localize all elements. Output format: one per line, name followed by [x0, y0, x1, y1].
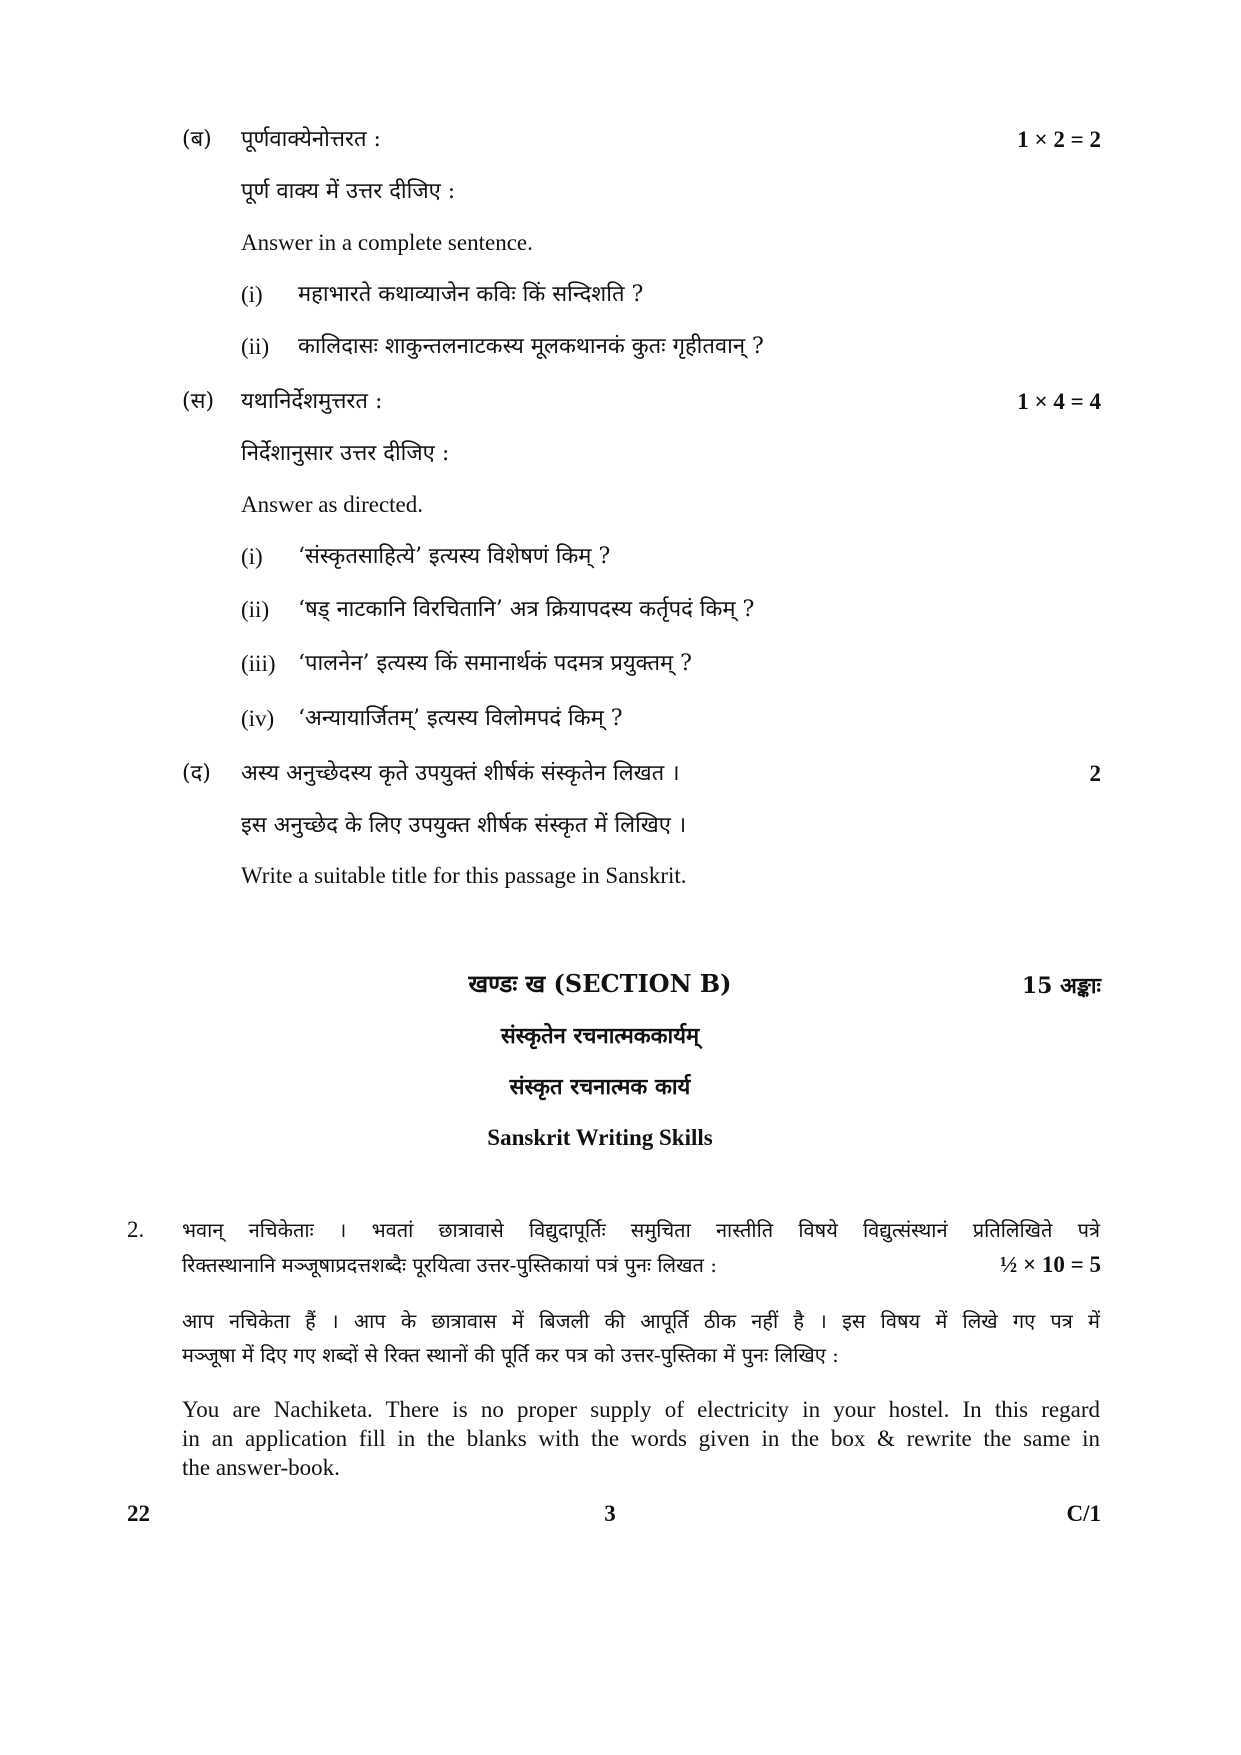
- part-c-q2-text: ‘षड् नाटकानि विरचितानि’ अत्र क्रियापदस्य कर्तृपदं किम् ?: [298, 597, 755, 622]
- part-d-instruction-sanskrit: अस्य अनुच्छेदस्य कृते उपयुक्तं शीर्षकं संस्कृतेन लिखत ।: [241, 761, 680, 786]
- question-2-hindi-line-1: आप नचिकेता हैं । आप के छात्रावास में बिजली की आपूर्ति ठीक नहीं है । इस विषय में लिखे गए पत्र में: [182, 1309, 1100, 1333]
- part-c-q4-text: ‘अन्यायार्जितम्’ इत्यस्य विलोमपदं किम् ?: [298, 706, 623, 731]
- part-c-q1-number: (i): [241, 544, 263, 569]
- part-b-instruction-hindi: पूर्ण वाक्य में उत्तर दीजिए :: [241, 179, 456, 204]
- part-c-q4-number: (iv): [241, 706, 275, 731]
- question-2-english-line-2: in an application fill in the blanks with the words given in the box & rewrite the same in: [182, 1426, 1100, 1451]
- part-d-marks: 2: [1089, 761, 1101, 786]
- footer-page-code: 22: [127, 1501, 150, 1526]
- footer-set-code: C/1: [1066, 1501, 1101, 1526]
- section-b-subtitle-english: Sanskrit Writing Skills: [487, 1125, 713, 1150]
- part-c-label: (स): [182, 389, 215, 414]
- section-b-subtitle-sanskrit: संस्कृतेन रचनात्मककार्यम्: [500, 1023, 700, 1049]
- part-c-marks: 1 × 4 = 4: [1017, 389, 1101, 414]
- part-b-q1-number: (i): [241, 282, 263, 307]
- part-b-marks: 1 × 2 = 2: [1017, 127, 1101, 152]
- section-b-subtitle-hindi: संस्कृत रचनात्मक कार्य: [509, 1074, 691, 1100]
- part-c-q1-text: ‘संस्कृतसाहित्ये’ इत्यस्य विशेषणं किम् ?: [298, 544, 611, 569]
- footer-page-number: 3: [604, 1501, 616, 1526]
- question-2-english-line-3: the answer-book.: [182, 1455, 340, 1480]
- question-2-hindi-line-2: मञ्जूषा में दिए गए शब्दों से रिक्त स्थानों की पूर्ति कर पत्र को उत्तर-पुस्तिका में पुनः लिखिए :: [182, 1343, 839, 1367]
- question-2-marks: ½ × 10 = 5: [1000, 1252, 1101, 1277]
- part-b-label: (ब): [182, 127, 212, 152]
- question-2-sanskrit-line-2: रिक्तस्थानानि मञ्जूषाप्रदत्तशब्दैः पूरयित्वा उत्तर-पुस्तिकायां पत्रं पुनः लिखत :: [182, 1253, 717, 1277]
- part-b-instruction-sanskrit: पूर्णवाक्येनोत्तरत :: [241, 127, 381, 152]
- part-d-instruction-hindi: इस अनुच्छेद के लिए उपयुक्त शीर्षक संस्कृत में लिखिए ।: [241, 813, 687, 838]
- part-c-instruction-english: Answer as directed.: [241, 492, 424, 517]
- part-c-instruction-hindi: निर्देशानुसार उत्तर दीजिए :: [241, 441, 450, 466]
- section-b-marks: 15 अङ्काः: [1021, 973, 1101, 999]
- part-b-q2-text: कालिदासः शाकुन्तलनाटकस्य मूलकथानकं कुतः गृहीतवान् ?: [298, 334, 764, 359]
- part-b-instruction-english: Answer in a complete sentence.: [241, 230, 533, 255]
- part-c-q3-text: ‘पालनेन’ इत्यस्य किं समानार्थकं पदमत्र प्रयुक्तम् ?: [298, 651, 692, 676]
- question-2-english-line-1: You are Nachiketa. There is no proper supply of electricity in your hostel. In this regard: [182, 1397, 1100, 1422]
- part-c-q2-number: (ii): [241, 597, 270, 622]
- section-b-title: खण्डः ख (SECTION B): [468, 969, 732, 998]
- part-d-instruction-english: Write a suitable title for this passage in Sanskrit.: [241, 863, 687, 888]
- part-c-q3-number: (iii): [241, 651, 276, 676]
- part-b-q2-number: (ii): [241, 334, 270, 359]
- part-d-label: (द): [182, 761, 211, 786]
- question-2-number: 2.: [127, 1217, 145, 1242]
- question-2-sanskrit-line-1: भवान् नचिकेताः । भवतां छात्रावासे विद्युदापूर्तिः समुचिता नास्तीति विषये विद्युत्संस्थानं प्रतिलिखिते पत्रे: [182, 1218, 1100, 1242]
- part-b-q1-text: महाभारते कथाव्याजेन कविः किं सन्दिशति ?: [298, 282, 644, 307]
- part-c-instruction-sanskrit: यथानिर्देशमुत्तरत :: [241, 389, 383, 414]
